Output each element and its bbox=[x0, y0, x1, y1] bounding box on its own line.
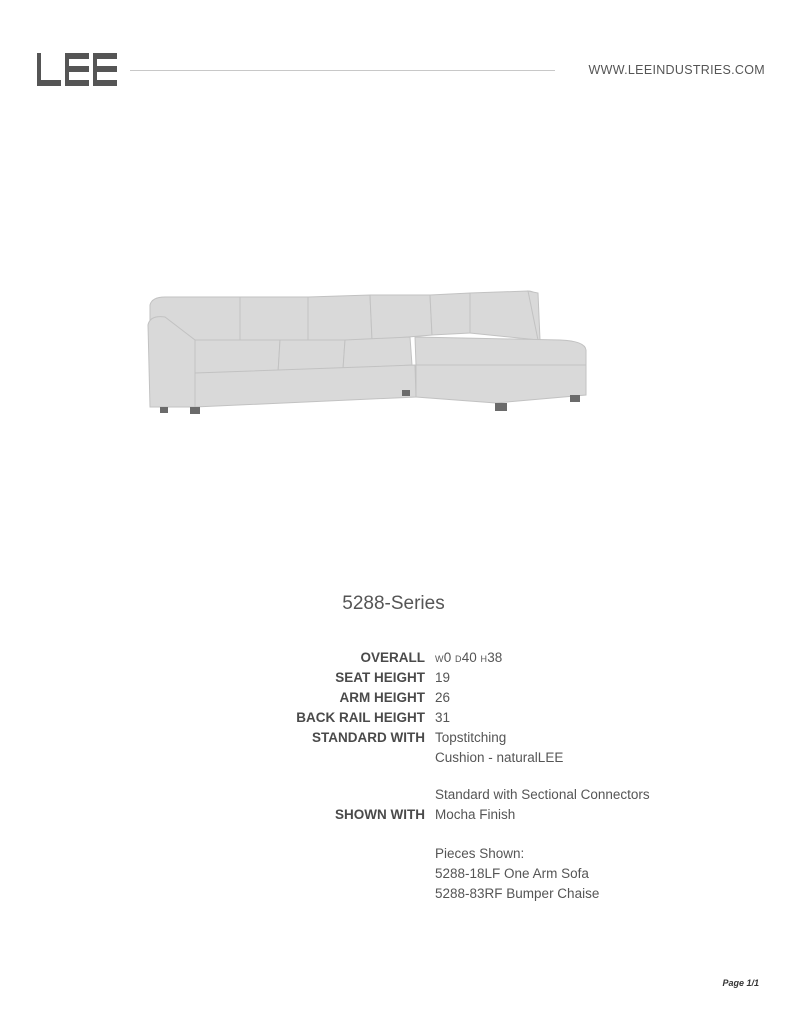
spec-value: 5288-18LF One Arm Sofa bbox=[435, 866, 589, 881]
spec-value: Standard with Sectional Connectors bbox=[435, 787, 650, 802]
spec-label: SHOWN WITH bbox=[335, 807, 425, 822]
spec-standard-with-line bbox=[0, 750, 787, 770]
spec-shown-with-line bbox=[0, 846, 787, 866]
spec-value: 5288-83RF Bumper Chaise bbox=[435, 886, 600, 901]
spec-label: OVERALL bbox=[360, 650, 425, 665]
spec-value: 31 bbox=[435, 710, 451, 725]
website-url[interactable]: WWW.LEEINDUSTRIES.COM bbox=[588, 63, 765, 77]
spec-value: Pieces Shown: bbox=[435, 846, 525, 861]
sofa-image bbox=[140, 285, 590, 420]
spec-seat-height bbox=[0, 670, 787, 690]
spec-value: Cushion - naturalLEE bbox=[435, 750, 564, 765]
height-tag: H bbox=[480, 654, 488, 664]
spec-standard-with-line bbox=[0, 787, 787, 807]
spec-shown-with-line bbox=[0, 866, 787, 886]
product-title: 5288-Series bbox=[342, 593, 445, 614]
spec-label: ARM HEIGHT bbox=[339, 690, 425, 705]
page-number: Page 1/1 bbox=[722, 978, 759, 988]
width-tag: W bbox=[435, 654, 444, 664]
spec-value: 19 bbox=[435, 670, 451, 685]
depth-tag: D bbox=[454, 654, 462, 664]
spec-back-rail-height bbox=[0, 710, 787, 730]
lee-logo bbox=[37, 53, 117, 86]
spec-value: 26 bbox=[435, 690, 451, 705]
spec-label: BACK RAIL HEIGHT bbox=[296, 710, 425, 725]
spec-value: Mocha Finish bbox=[435, 807, 516, 822]
spec-value bbox=[435, 650, 502, 665]
spec-label: STANDARD WITH bbox=[312, 730, 425, 745]
spec-standard-with bbox=[0, 730, 787, 750]
spec-value: Topstitching bbox=[435, 730, 507, 745]
spec-label: SEAT HEIGHT bbox=[335, 670, 425, 685]
spec-overall bbox=[0, 650, 787, 670]
header-divider bbox=[130, 70, 555, 71]
spec-shown-with-line bbox=[0, 886, 787, 906]
spec-arm-height bbox=[0, 690, 787, 710]
width-value: 0 bbox=[443, 650, 452, 665]
spec-shown-with bbox=[0, 807, 787, 827]
height-value: 38 bbox=[487, 650, 503, 665]
depth-value: 40 bbox=[461, 650, 477, 665]
